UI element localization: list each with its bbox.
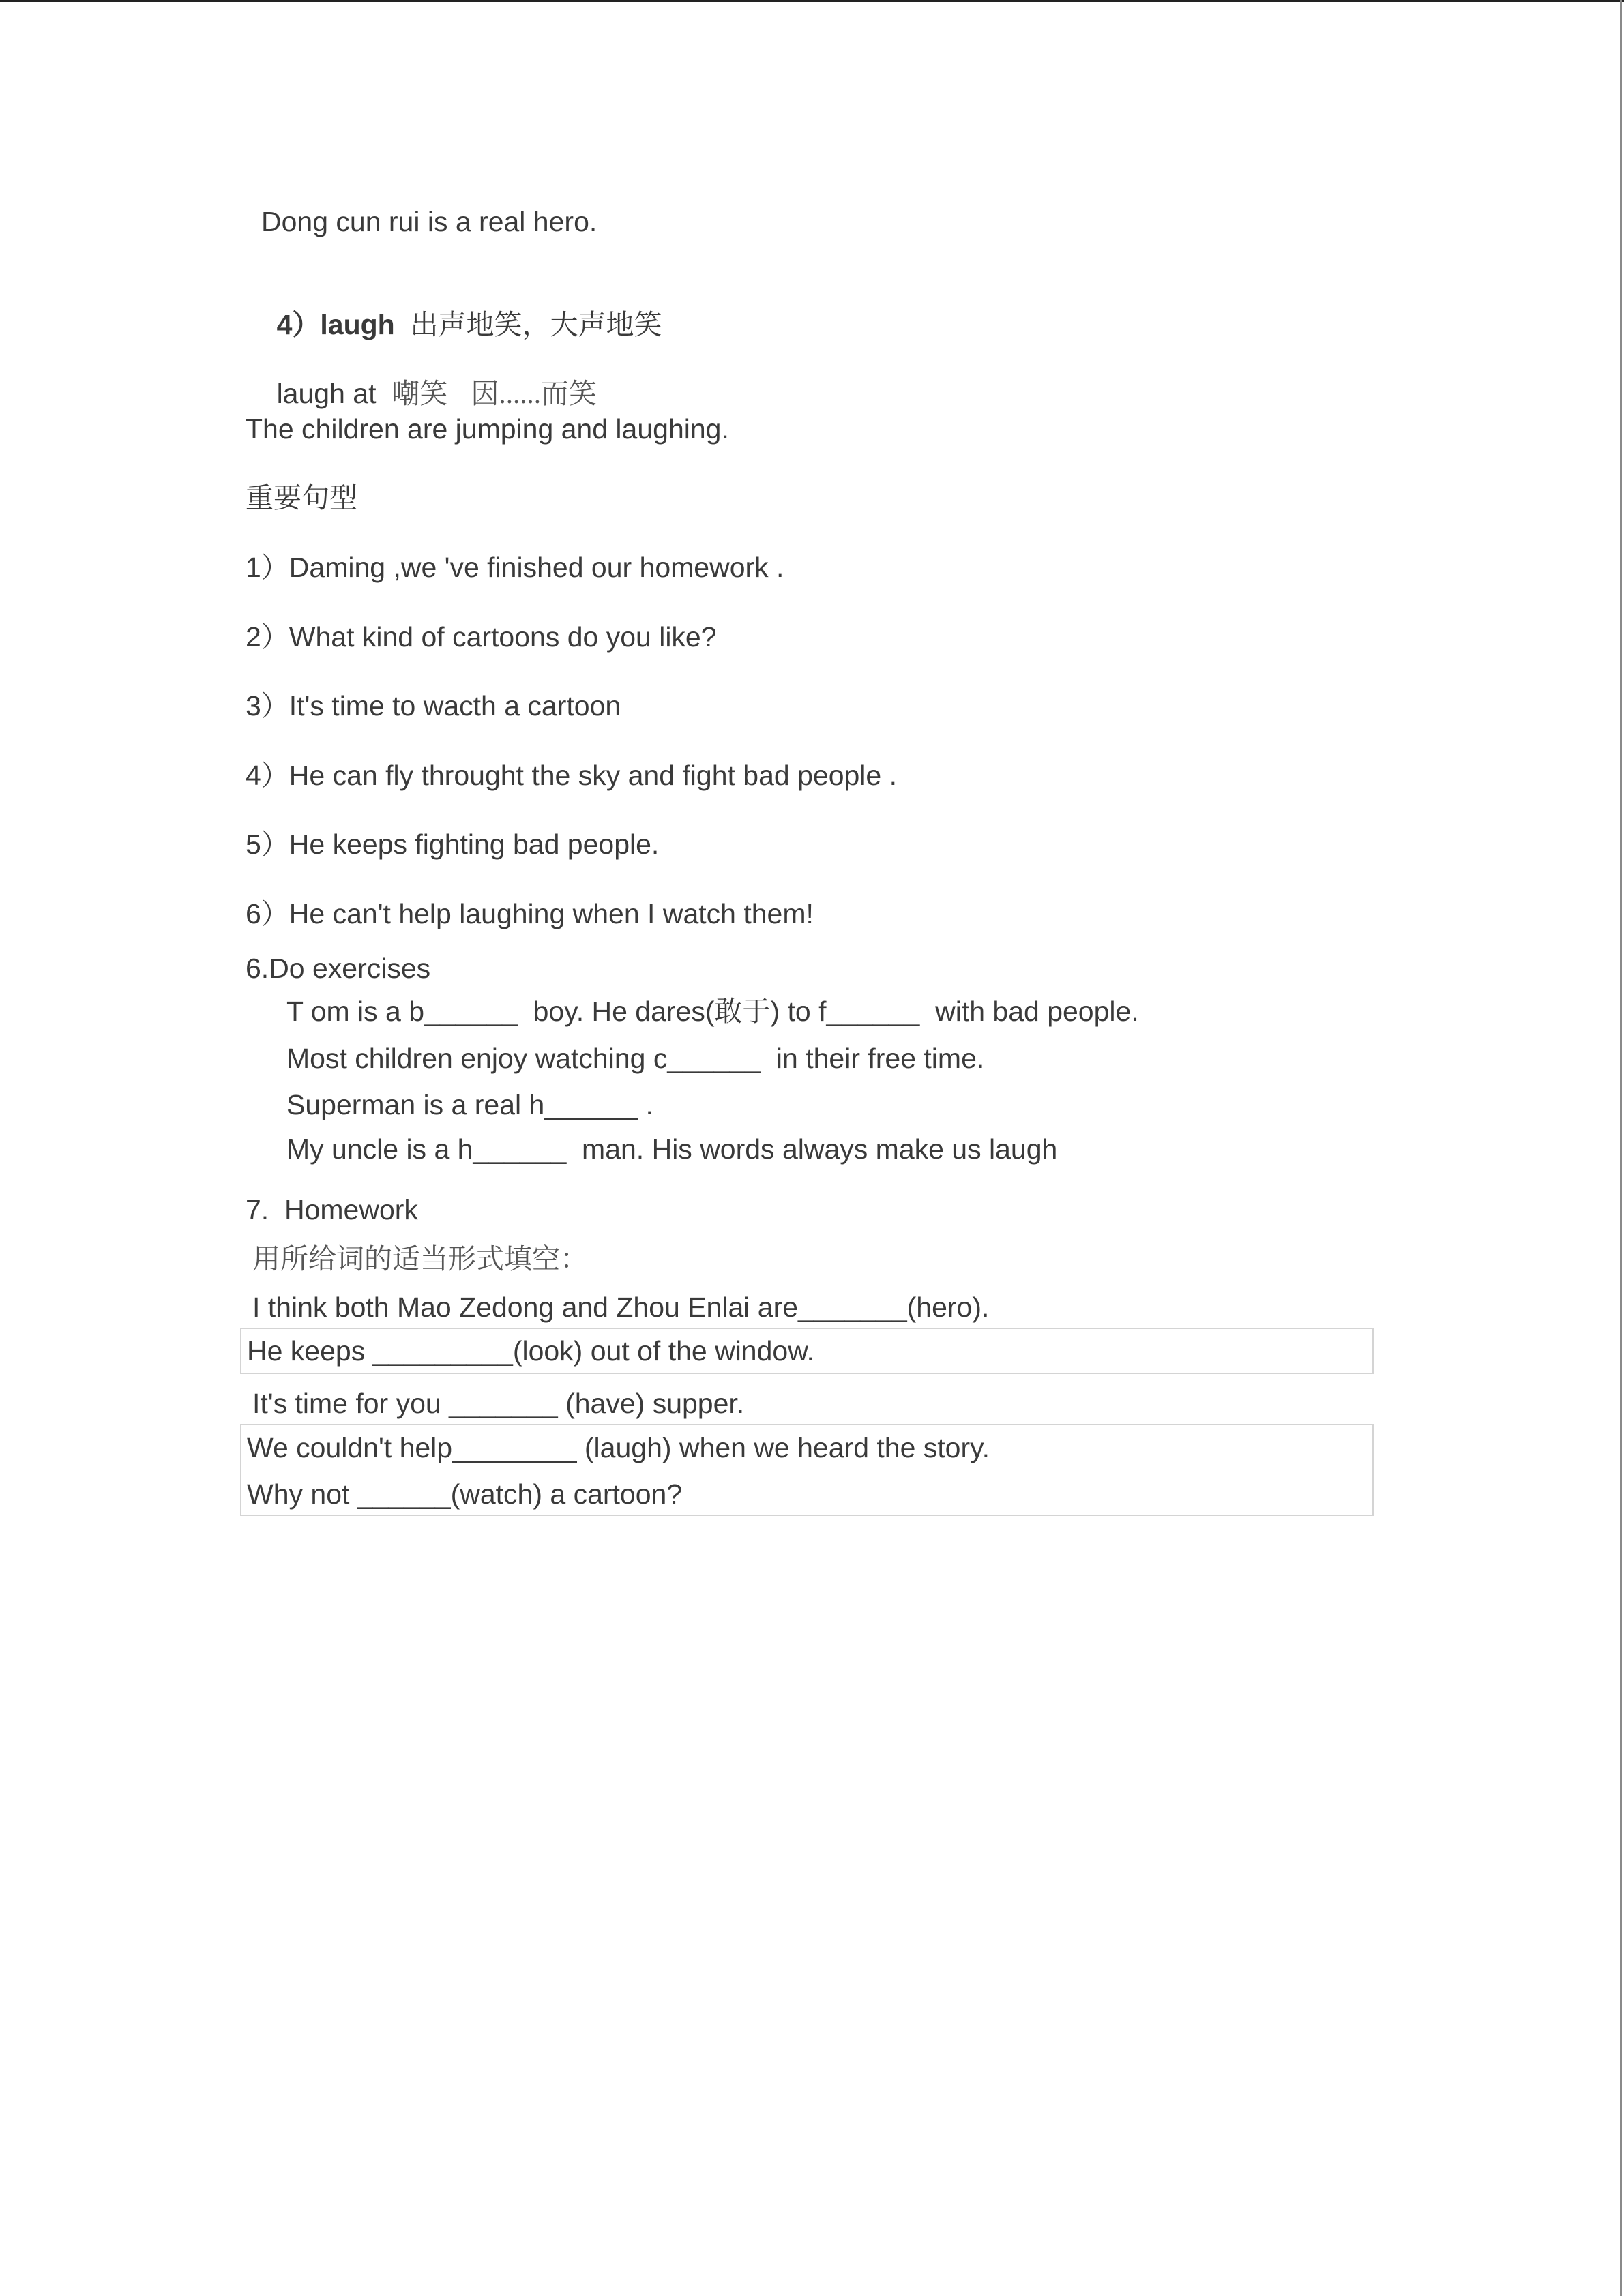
key-sentence-5: 5）He keeps fighting bad people.: [246, 829, 660, 860]
vocab-heading-word: laugh: [320, 309, 395, 340]
exercise-2: Most children enjoy watching c______ in their free time.: [286, 1043, 985, 1074]
homework-item-2: He keeps _________(look) out of the window.: [247, 1335, 814, 1367]
laugh-at-phrase: laugh at: [276, 378, 377, 409]
key-sentence-3: 3）It's time to wacth a cartoon: [246, 690, 621, 721]
key-sentence-4: 4）He can fly throught the sky and fight bad people .: [246, 760, 897, 791]
key-sentence-2: 2）What kind of cartoons do you like?: [246, 621, 717, 653]
laugh-at-meaning-1: 嘲笑: [392, 378, 448, 409]
page-top-border: [0, 0, 1624, 2]
exercise-1: T om is a b______ boy. He dares(敢于) to f______ with bad people.: [286, 996, 1139, 1027]
exercise-3: Superman is a real h______ .: [286, 1089, 653, 1120]
homework-item-5: Why not ______(watch) a cartoon?: [247, 1478, 683, 1510]
homework-item-3: It's time for you _______ (have) supper.: [252, 1388, 745, 1419]
exercises-heading: 6.Do exercises: [246, 953, 431, 984]
homework-box-2: [240, 1424, 1374, 1516]
vocab-heading-meaning: 出声地笑，大声地笑: [410, 309, 662, 340]
key-sentence-1: 1）Daming ,we 've finished our homework .: [246, 552, 784, 583]
vocab-laugh-example: The children are jumping and laughing.: [246, 413, 729, 445]
homework-item-4: We couldn't help________ (laugh) when we heard the story.: [247, 1432, 990, 1463]
laugh-at-meaning-2: 因......而笑: [471, 378, 597, 409]
intro-sentence: Dong cun rui is a real hero.: [261, 206, 597, 237]
homework-item-1: I think both Mao Zedong and Zhou Enlai are_______(hero).: [252, 1292, 990, 1323]
homework-instruction: 用所给词的适当形式填空：: [252, 1243, 588, 1274]
vocab-heading-number: 4）: [276, 309, 321, 340]
page-right-border: [1620, 0, 1622, 2296]
exercise-4: My uncle is a h______ man. His words always make us laugh: [286, 1133, 1058, 1165]
key-sentence-6: 6）He can't help laughing when I watch them!: [246, 898, 814, 929]
homework-box-1: [240, 1328, 1374, 1374]
homework-heading: 7. Homework: [246, 1194, 418, 1225]
key-sentences-heading: 重要句型: [246, 482, 357, 513]
